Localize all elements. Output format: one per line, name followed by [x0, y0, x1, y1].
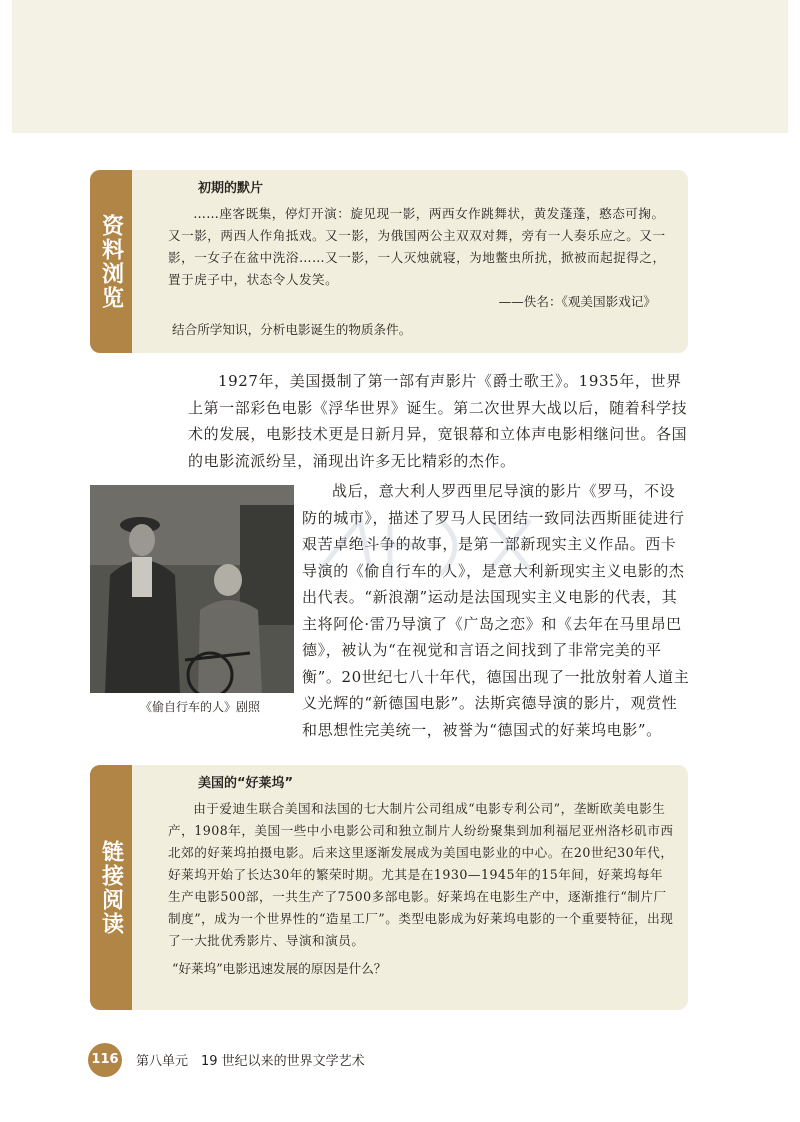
link-reading-tag-label: 链接阅读 — [98, 839, 124, 936]
reference-box — [90, 170, 688, 353]
top-banner — [12, 0, 788, 133]
reference-content — [148, 178, 674, 341]
reference-tag-label: 资料浏览 — [98, 213, 124, 310]
reference-tag — [90, 170, 132, 353]
body-paragraph-1: 1927年，美国摄制了第一部有声影片《爵士歌王》。1935年，世界上第一部彩色电影《浮华世界》诞生。第二次世界大战以后，随着科学技术的发展，电影技术更是日新月异，宽银幕和立体声电影相继问世。各国的电影流派纷呈，涌现出许多无比精彩的杰作。 — [188, 372, 688, 470]
photo-float-space — [188, 478, 302, 722]
link-reading-tag — [90, 765, 132, 1010]
footer-unit-title: 第八单元 19 世纪以来的世界文学艺术 — [136, 1054, 365, 1069]
link-reading-content — [148, 773, 674, 980]
body-paragraph-2-wrap — [188, 478, 690, 743]
link-reading-title: 美国的“好莱坞” — [198, 776, 294, 791]
link-reading-box — [90, 765, 688, 1010]
reference-question: 结合所学知识，分析电影诞生的物质条件。 — [172, 322, 412, 337]
link-reading-text: 由于爱迪生联合美国和法国的七大制片公司组成“电影专利公司”，垄断欧美电影生产，1908年，美国一些中小电影公司和独立制片人纷纷聚集到加利福尼亚州洛杉矶市西北郊的好莱坞拍摄电影。后来这里逐渐发展成为美国电影业的中心。在20世纪30年代，好莱坞开始了长达30年的繁荣时期。尤其是在1930—1945年的15年间，好莱坞每年生产电影500部，一共生产了7500多部电影。好莱坞在电影生产中，逐渐推行“制片厂制度”，成为一个世界性的“造星工厂”。类型电影成为好莱坞电影的一个重要特征，出现了一大批优秀影片、导演和演员。 — [168, 801, 674, 948]
page-number: 116 — [88, 1043, 122, 1077]
photo-caption: 《偷自行车的人》剧照 — [139, 700, 260, 714]
reference-source: ——佚名：《观美国影戏记》 — [498, 294, 656, 309]
reference-title: 初期的默片 — [198, 181, 264, 196]
link-reading-question: “好莱坞”电影迅速发展的原因是什么？ — [172, 961, 387, 976]
reference-quote: ……座客既集，停灯开演：旋见现一影，两西女作跳舞状，黄发蓬蓬，憨态可掬。又一影，两西人作角抵戏。又一影，为俄国两公主双双对舞，旁有一人奏乐应之。又一影，一女子在盆中洗浴……又一影，一人灭烛就寝，为地鳖虫所扰，掀被而起捉得之，置于虎子中，状态令人发笑。 — [168, 206, 666, 287]
body-paragraph-2: 战后，意大利人罗西里尼导演的影片《罗马，不设防的城市》，描述了罗马人民团结一致同法西斯匪徒进行艰苦卓绝斗争的故事，是第一部新现实主义作品。西卡导演的《偷自行车的人》，是意大利新现实主义电影的杰出代表。“新浪潮”运动是法国现实主义电影的代表，其主将阿伦·雷乃导演了《广岛之恋》和《去年在马里昂巴德》，被认为“在视觉和言语之间找到了非常完美的平衡”。20世纪七八十年代，德国出现了一批放射着人道主义光辉的“新德国电影”。法斯宾德导演的影片，观赏性和思想性完美统一，被誉为“德国式的好莱坞电影”。 — [302, 482, 690, 739]
